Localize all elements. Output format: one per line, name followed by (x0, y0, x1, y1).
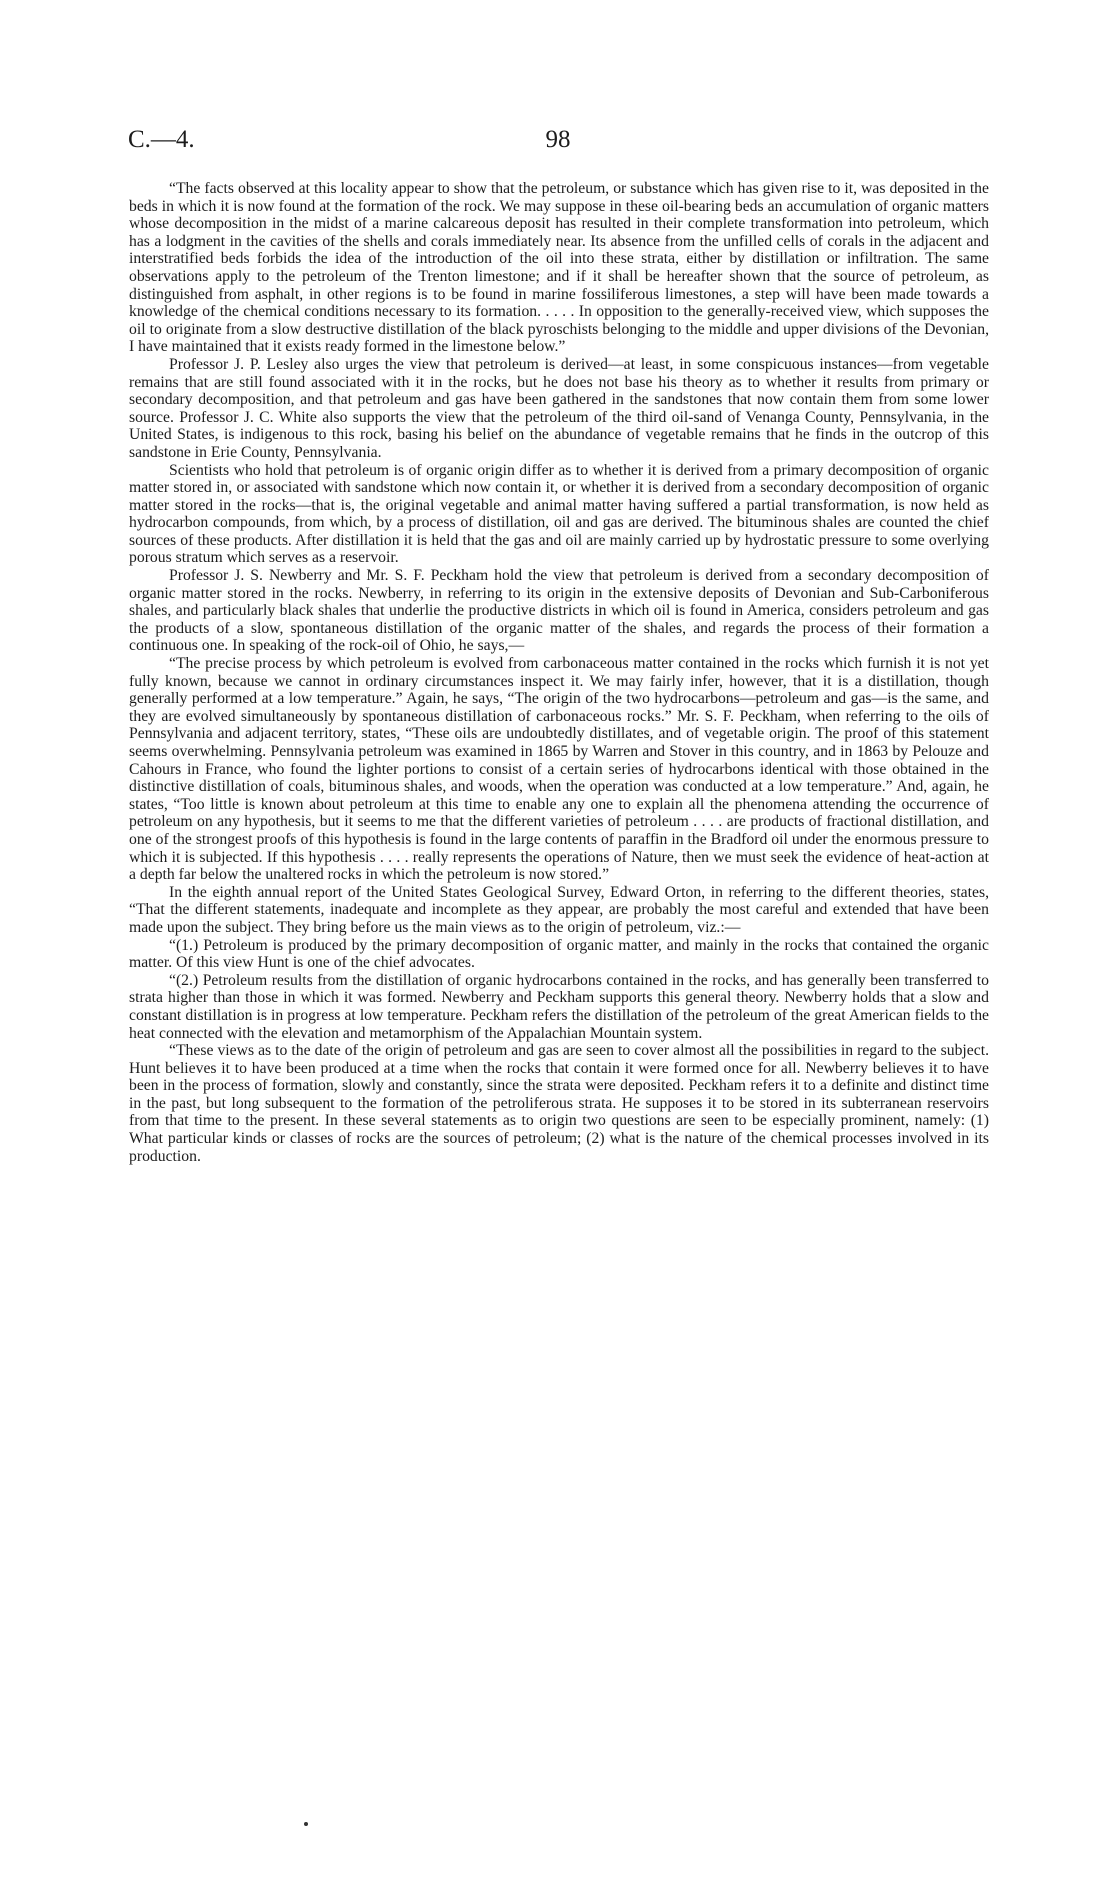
body-text (129, 180, 989, 1165)
paragraph-orton: In the eighth annual report of the United States Geological Survey, Edward Orton, in referring to the different theories, states, “That the different statements, inadequate and incomplete as they appear, are probably the most careful and extended that have been made upon the subject. They bring before us the main views as to the origin of petroleum, viz.:— (129, 883, 989, 936)
paragraph-scientists: Scientists who hold that petroleum is of organic origin differ as to whether it is derived from a primary decomposition of organic matter stored in, or associated with sandstone which now contain it, or whether it is derived from a secondary decomposition of organic matter stored in the rocks—that is, the original vegetable and animal matter having suffered a partial transformation, is now held as hydrocarbon compounds, from which, by a process of distillation, oil and gas are derived. The bituminous shales are counted the chief sources of these products. After distillation it is held that the gas and oil are mainly carried up by hydrostatic pressure to some overlying porous stratum which serves as a reservoir. (129, 461, 989, 567)
page-dot-mark (304, 1822, 308, 1826)
paragraph-view-2: “(2.) Petroleum results from the distillation of organic hydrocarbons contained in the rocks, and has generally been transferred to strata higher than those in which it was formed. Newberry and Peckham supports this general theory. Newberry holds that a slow and constant distillation is in progress at low temperature. Peckham refers the distillation of the petroleum of the great American fields to the heat connected with the elevation and metamorphism of the Appalachian Mountain system. (129, 971, 989, 1042)
paragraph-hunt-quote: “The facts observed at this locality appear to show that the petroleum, or substance which has given rise to it, was deposited in the beds in which it is now found at the formation of the rock. We may suppose in these oil-bearing beds an accumulation of organic matters whose decomposition in the midst of a marine calcareous deposit has resulted in their complete transformation into petroleum, which has a lodgment in the cavities of the shells and corals immediately near. Its absence from the unfilled cells of corals in the adjacent and interstratified beds forbids the idea of the introduction of the oil into these strata, either by distillation or infiltration. The same observations apply to the petroleum of the Trenton limestone; and if it shall be hereafter shown that the source of petroleum, as distinguished from asphalt, in other regions is to be found in marine fossiliferous limestones, a step will have been made towards a knowledge of the chemical conditions necessary to its formation. . . . . In opposition to the generally-received view, which supposes the oil to originate from a slow destructive distillation of the black pyroschists belonging to the middle and upper divisions of the Devonian, I have maintained that it exists ready formed in the limestone below.” (129, 180, 989, 356)
page-number: 98 (545, 126, 571, 153)
paragraph-newberry-peckham: Professor J. S. Newberry and Mr. S. F. Peckham hold the view that petroleum is derived from a secondary decomposition of organic matter stored in the rocks. Newberry, in referring to its origin in the extensive deposits of Devonian and Sub-Carboniferous shales, and particularly black shales that underlie the productive districts in which oil is found in America, considers petroleum and gas the products of a slow, spontaneous distillation of the organic matter of the shales, and regards the process of their formation a continuous one. In speaking of the rock-oil of Ohio, he says,— (129, 567, 989, 655)
paragraph-precise-process: “The precise process by which petroleum is evolved from carbonaceous matter contained in the rocks which furnish it is not yet fully known, because we cannot in ordinary circumstances inspect it. We may fairly infer, however, that it is a distillation, though generally performed at a low temperature.” Again, he says, “The origin of the two hydrocarbons—petroleum and gas—is the same, and they are evolved simultaneously by spontaneous distillation of carbonaceous rocks.” Mr. S. F. Peckham, when referring to the oils of Pennsylvania and adjacent territory, states, “These oils are undoubtedly distillates, and of vegetable origin. The proof of this statement seems overwhelming. Pennsylvania petroleum was examined in 1865 by Warren and Stover in this country, and in 1863 by Pelouze and Cahours in France, who found the lighter portions to consist of a certain series of hydrocarbons identical with those obtained in the distinctive distillation of coals, bituminous shales, and woods, when the operation was conducted at a low temperature.” And, again, he states, “Too little is known about petroleum at this time to enable any one to explain all the phenomena attending the occurrence of petroleum on any hypothesis, but it seems to me that the different varieties of petroleum . . . . are products of fractional distillation, and one of the strongest proofs of this hypothesis is found in the large contents of paraffin in the Bradford oil under the enormous pressure to which it is subjected. If this hypothesis . . . . really represents the operations of Nature, then we must seek the evidence of heat-action at a depth far below the unaltered rocks in which the petroleum is now stored.” (129, 655, 989, 884)
paragraph-lesley: Professor J. P. Lesley also urges the view that petroleum is derived—at least, in some conspicuous instances—from vegetable remains that are still found associated with it in the rocks, but he does not base his theory as to whether it results from primary or secondary decomposition, and that petroleum and gas have been gathered in the sandstones that now contain them from some lower source. Professor J. C. White also supports the view that the petroleum of the third oil-sand of Venanga County, Pennsylvania, in the United States, is indigenous to this rock, basing his belief on the abundance of vegetable remains that he finds in the outcrop of this sandstone in Erie County, Pennsylvania. (129, 355, 989, 461)
paragraph-date-of-origin: “These views as to the date of the origin of petroleum and gas are seen to cover almost all the possibilities in regard to the subject. Hunt believes it to have been produced at a time when the rocks that contain it were formed once for all. Newberry believes it to have been in the process of formation, slowly and constantly, since the strata were deposited. Peckham refers it to a definite and distinct time in the past, but long subsequent to the formation of the petroliferous strata. He supposes it to be stored in its subterranean reservoirs from that time to the present. In these several statements as to origin two questions are seen to be especially prominent, namely: (1) What particular kinds or classes of rocks are the sources of petroleum; (2) what is the nature of the chemical processes involved in its production. (129, 1042, 989, 1165)
page-header (128, 126, 988, 160)
page-id: C.—4. (128, 126, 195, 153)
paragraph-view-1: “(1.) Petroleum is produced by the primary decomposition of organic matter, and mainly in the rocks that contained the organic matter. Of this view Hunt is one of the chief advocates. (129, 936, 989, 972)
